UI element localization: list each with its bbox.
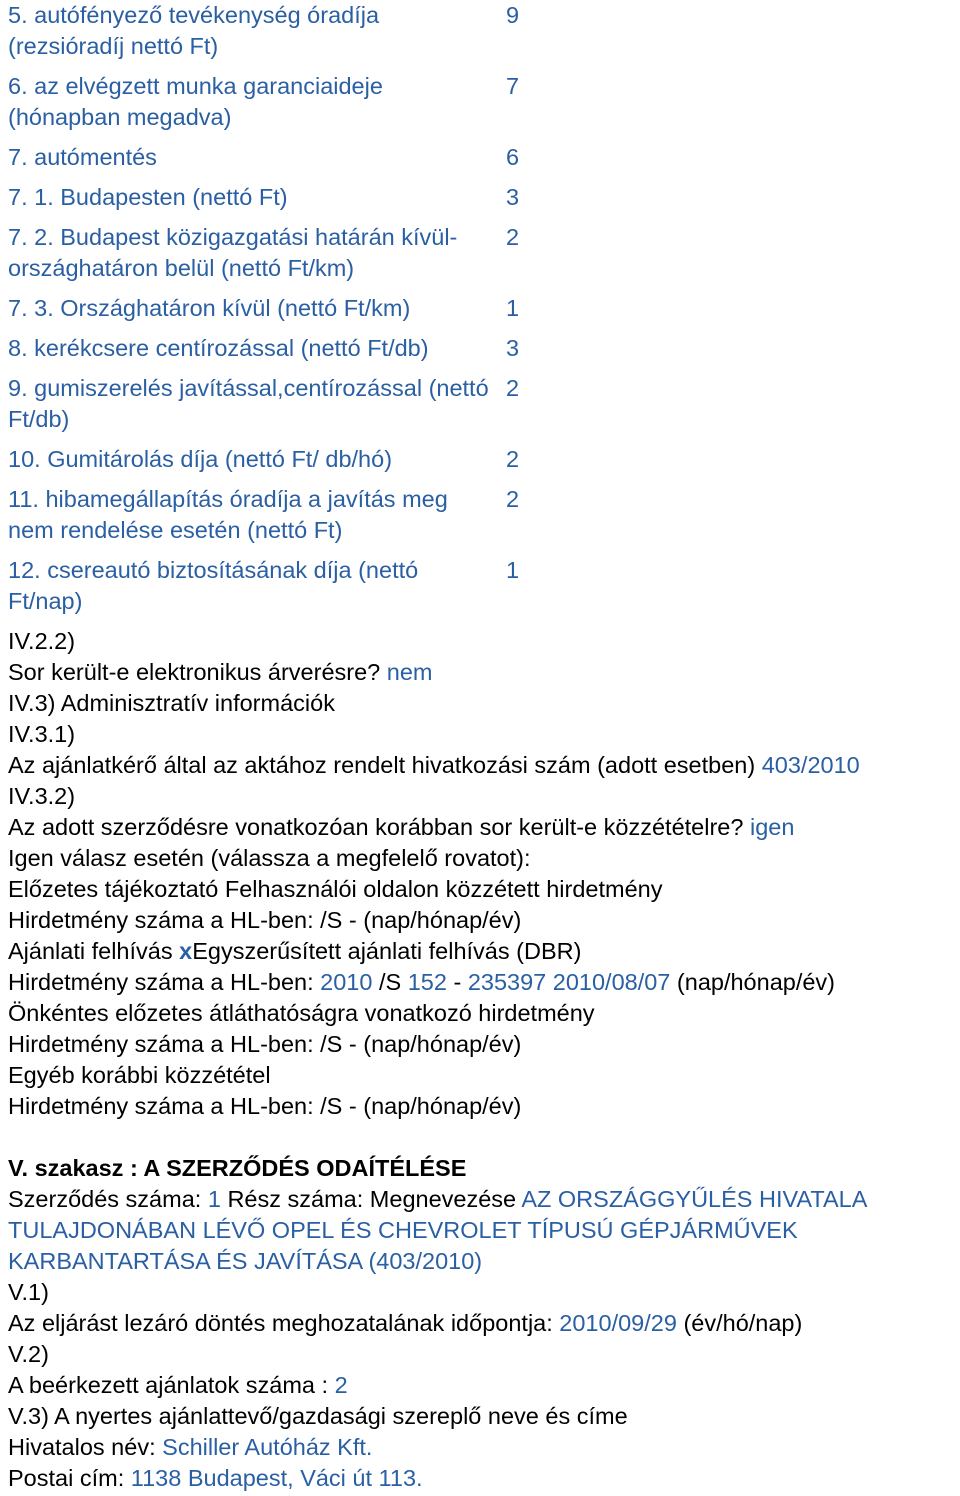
criteria-weight: 2 [506, 486, 520, 512]
criteria-label: 9. gumiszerelés javítással,centírozással (nettó Ft/db) [8, 375, 489, 432]
criteria-label: 7. 1. Budapesten (nettó Ft) [8, 184, 288, 210]
decision-date-format: (év/hó/nap) [676, 1310, 803, 1336]
notice-number-empty-3: Hirdetmény száma a HL-ben: /S - (nap/hónap/év) [8, 1093, 522, 1119]
criteria-row [8, 444, 519, 484]
v2-line [8, 1370, 952, 1401]
criteria-label: 8. kerékcsere centírozással (nettó Ft/db) [8, 335, 429, 361]
s4-3-1-line [8, 750, 952, 781]
egyeb-text: Egyéb korábbi közzététel [8, 1062, 271, 1088]
reference-label: Az ajánlatkérő által az aktához rendelt hivatkozási szám (adott esetben) [8, 752, 756, 778]
official-name: Schiller Autóház Kft. [162, 1434, 373, 1460]
notice-number-line [8, 967, 952, 998]
elozetes-text: Előzetes tájékoztató Felhasználói oldalon közzétett hirdetmény [8, 876, 663, 902]
criteria-row [8, 555, 519, 626]
criteria-weight: 1 [506, 295, 520, 321]
criteria-label: 7. autómentés [8, 144, 157, 170]
selected-marker: x [179, 938, 193, 964]
v2-heading: V.2) [8, 1341, 49, 1367]
part-label: Rész száma: Megnevezése [220, 1186, 522, 1212]
section-v-heading: V. szakasz : A SZERZŐDÉS ODAÍTÉLÉSE [8, 1155, 467, 1181]
contract-number: 1 [207, 1186, 221, 1212]
criteria-row [8, 71, 519, 142]
criteria-weight: 2 [506, 224, 520, 250]
criteria-weight: 2 [506, 375, 520, 401]
notice-num: 152 [407, 969, 447, 995]
reference-value: 403/2010 [761, 752, 860, 778]
s4-3-2-heading: IV.3.2) [8, 783, 76, 809]
contract-title-2: TULAJDONÁBAN LÉVŐ OPEL ÉS CHEVROLET TÍPUSÚ GÉPJÁRMŰVEK [8, 1217, 798, 1243]
criteria-weight: 3 [506, 184, 520, 210]
s4-3-heading: IV.3) Adminisztratív információk [8, 690, 335, 716]
auction-answer: nem [386, 659, 433, 685]
simplified-call-label: Egyszerűsített ajánlati felhívás (DBR) [192, 938, 582, 964]
notice-year: 2010 [320, 969, 373, 995]
onkentes-text: Önkéntes előzetes átláthatóságra vonatkozó hirdetmény [8, 1000, 595, 1026]
s4-3-2-line [8, 812, 952, 843]
v1-heading: V.1) [8, 1279, 49, 1305]
notice-s: /S [372, 969, 408, 995]
criteria-row [8, 142, 519, 182]
section-gap [8, 1122, 952, 1153]
ajanlati-label: Ajánlati felhívás [8, 938, 180, 964]
official-name-line [8, 1432, 952, 1463]
criteria-weight: 1 [506, 557, 520, 583]
criteria-weight: 7 [506, 73, 520, 99]
contract-title-1: AZ ORSZÁGGYŰLÉS HIVATALA [521, 1186, 868, 1212]
criteria-row [8, 484, 519, 555]
criteria-body [8, 0, 519, 626]
s4-3-1-heading: IV.3.1) [8, 721, 76, 747]
offers-count: 2 [334, 1372, 348, 1398]
criteria-label: 7. 3. Országhatáron kívül (nettó Ft/km) [8, 295, 411, 321]
offers-count-label: A beérkezett ajánlatok száma : [8, 1372, 335, 1398]
postal-address-line [8, 1463, 952, 1494]
notice-number-empty-2: Hirdetmény száma a HL-ben: /S - (nap/hónap/év) [8, 1031, 522, 1057]
criteria-row [8, 0, 519, 71]
notice-number-empty-1: Hirdetmény száma a HL-ben: /S - (nap/hónap/év) [8, 907, 522, 933]
contract-title-3: KARBANTARTÁSA ÉS JAVÍTÁSA (403/2010) [8, 1248, 483, 1274]
criteria-row [8, 373, 519, 444]
criteria-row [8, 222, 519, 293]
criteria-label: 12. csereautó biztosításának díja (nettó Ft/nap) [8, 557, 419, 614]
criteria-row [8, 182, 519, 222]
postal-address: 1138 Budapest, Váci út 113. [130, 1465, 423, 1491]
official-name-label: Hivatalos név: [8, 1434, 163, 1460]
s4-2-2-heading: IV.2.2) [8, 628, 76, 654]
s4-2-2-line [8, 657, 952, 688]
publication-question: Az adott szerződésre vonatkozóan korábban sor került-e közzétételre? [8, 814, 744, 840]
criteria-weight: 9 [506, 2, 520, 28]
ajanlati-line [8, 936, 952, 967]
criteria-label: 11. hibamegállapítás óradíja a javítás meg nem rendelése esetén (nettó Ft) [8, 486, 448, 543]
notice-dash: - [446, 969, 468, 995]
criteria-label: 7. 2. Budapest közigazgatási határán kívül-országhatáron belül (nettó Ft/km) [8, 224, 458, 281]
contract-label: Szerződés száma: [8, 1186, 208, 1212]
postal-address-label: Postai cím: [8, 1465, 131, 1491]
auction-question: Sor került-e elektronikus árverésre? [8, 659, 381, 685]
criteria-label: 10. Gumitárolás díja (nettó Ft/ db/hó) [8, 446, 393, 472]
decision-date: 2010/09/29 [559, 1310, 677, 1336]
notice-date-format: (nap/hónap/év) [670, 969, 836, 995]
criteria-label: 5. autófényező tevékenység óradíja (rezsióradíj nettó Ft) [8, 2, 380, 59]
criteria-table [8, 0, 519, 626]
criteria-row [8, 333, 519, 373]
criteria-label: 6. az elvégzett munka garanciaideje (hónapban megadva) [8, 73, 383, 130]
contract-block [8, 1184, 952, 1277]
notice-number-label: Hirdetmény száma a HL-ben: [8, 969, 321, 995]
v3-heading: V.3) A nyertes ajánlattevő/gazdasági szereplő neve és címe [8, 1403, 628, 1429]
decision-date-label: Az eljárást lezáró döntés meghozatalának időpontja: [8, 1310, 560, 1336]
criteria-weight: 3 [506, 335, 520, 361]
notice-date: 2010/08/07 [552, 969, 671, 995]
notice-id: 235397 [467, 969, 547, 995]
v1-line [8, 1308, 952, 1339]
publication-answer: igen [749, 814, 795, 840]
igen-text: Igen válasz esetén (válassza a megfelelő rovatot): [8, 845, 531, 871]
criteria-weight: 2 [506, 446, 520, 472]
criteria-weight: 6 [506, 144, 520, 170]
criteria-row [8, 293, 519, 333]
